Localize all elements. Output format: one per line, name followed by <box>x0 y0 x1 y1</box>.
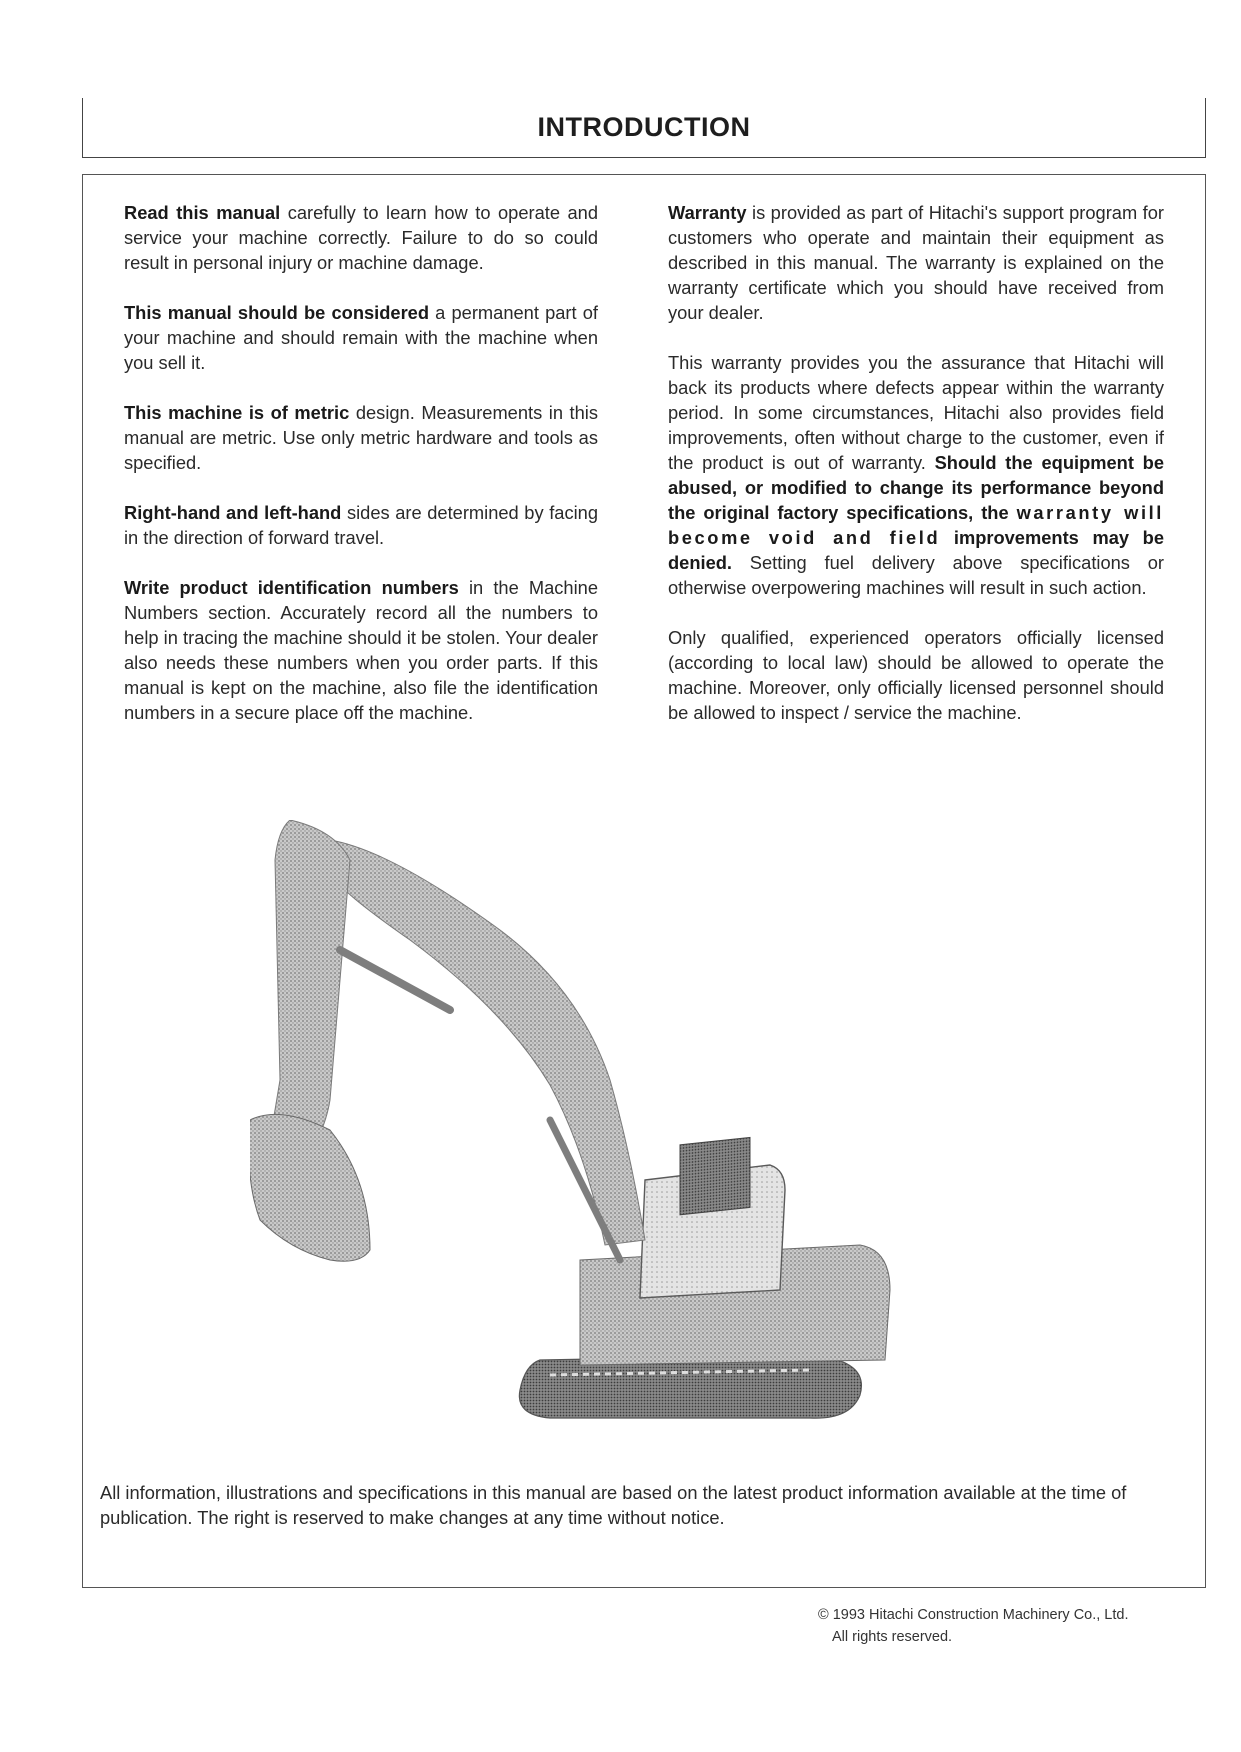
lead-text: This manual should be considered <box>124 302 430 323</box>
body-text: Only qualified, experienced operators officially licensed (according to local law) should be allowed to operate the machine. Moreover, only officially licensed personnel should be allowed to inspect / service the machine. <box>668 627 1164 723</box>
copyright-line: © 1993 Hitachi Construction Machinery Co., Ltd. <box>818 1607 1129 1623</box>
paragraph-permanent-part <box>124 300 598 375</box>
paragraph-right-left-hand <box>124 500 598 550</box>
body-text: a permanent part of your machine and should remain with the machine when you sell it. <box>124 302 598 373</box>
paragraph-identification-numbers <box>124 575 598 725</box>
paragraph-warranty <box>668 200 1164 325</box>
excavator-illustration <box>250 820 990 1420</box>
lead-text: This machine is of metric <box>124 402 350 423</box>
body-text: in the Machine Numbers section. Accurately record all the numbers to help in tracing the machine should it be stolen. Your dealer also needs these numbers when you order parts. If this manual is kept on the machine, also file the identification numbers in a secure place off the machine. <box>124 577 598 723</box>
lead-text: Right-hand and left-hand <box>124 502 342 523</box>
title-box <box>82 98 1206 158</box>
arm-shape <box>270 820 350 1150</box>
boom-shape <box>330 840 645 1245</box>
body-text: This warranty provides you the assurance that Hitachi will back its products where defects appear within the warranty period. In some circumstances, Hitachi also provides field improvements, often without charge to the customer, even if the product is out of warranty. <box>668 352 1164 473</box>
rights-reserved-line: All rights reserved. <box>832 1629 953 1645</box>
track-shape <box>519 1355 861 1418</box>
body-text: Setting fuel delivery above specifications or otherwise overpowering machines will result in such action. <box>668 552 1164 598</box>
bold-spaced-text: warranty will become void and field <box>668 502 1164 548</box>
lead-text: Write product identification numbers <box>124 577 459 598</box>
copyright-notice <box>818 1604 1129 1648</box>
bold-text: Should the equipment be abused, or modified to change its performance beyond the original factory specifications, the <box>668 452 1164 523</box>
body-text: is provided as part of Hitachi's support program for customers who operate and maintain their equipment as described in this manual. The warranty is explained on the warranty certificate which you should have received from your dealer. <box>668 202 1164 323</box>
right-column <box>668 200 1164 750</box>
disclaimer-text: All information, illustrations and specifications in this manual are based on the latest product information available at the time of publication. The right is reserved to make changes at any time without notice. <box>100 1482 1127 1528</box>
paragraph-qualified-operators <box>668 625 1164 725</box>
body-text: carefully to learn how to operate and service your machine correctly. Failure to do so could result in personal injury or machine damage. <box>124 202 598 273</box>
paragraph-metric-design <box>124 400 598 475</box>
left-column <box>124 200 598 750</box>
lead-text: Warranty <box>668 202 747 223</box>
bold-text: improvements may be denied. <box>668 527 1164 573</box>
body-text: sides are determined by facing in the direction of forward travel. <box>124 502 599 548</box>
cab-window <box>680 1137 750 1214</box>
paragraph-warranty-assurance <box>668 350 1164 600</box>
bucket-shape <box>250 1114 370 1261</box>
paragraph-read-manual <box>124 200 598 275</box>
body-text: design. Measurements in this manual are metric. Use only metric hardware and tools as specified. <box>124 402 598 473</box>
lead-text: Read this manual <box>124 202 281 223</box>
cylinder-shape <box>340 950 450 1010</box>
page-title: INTRODUCTION <box>537 112 751 142</box>
